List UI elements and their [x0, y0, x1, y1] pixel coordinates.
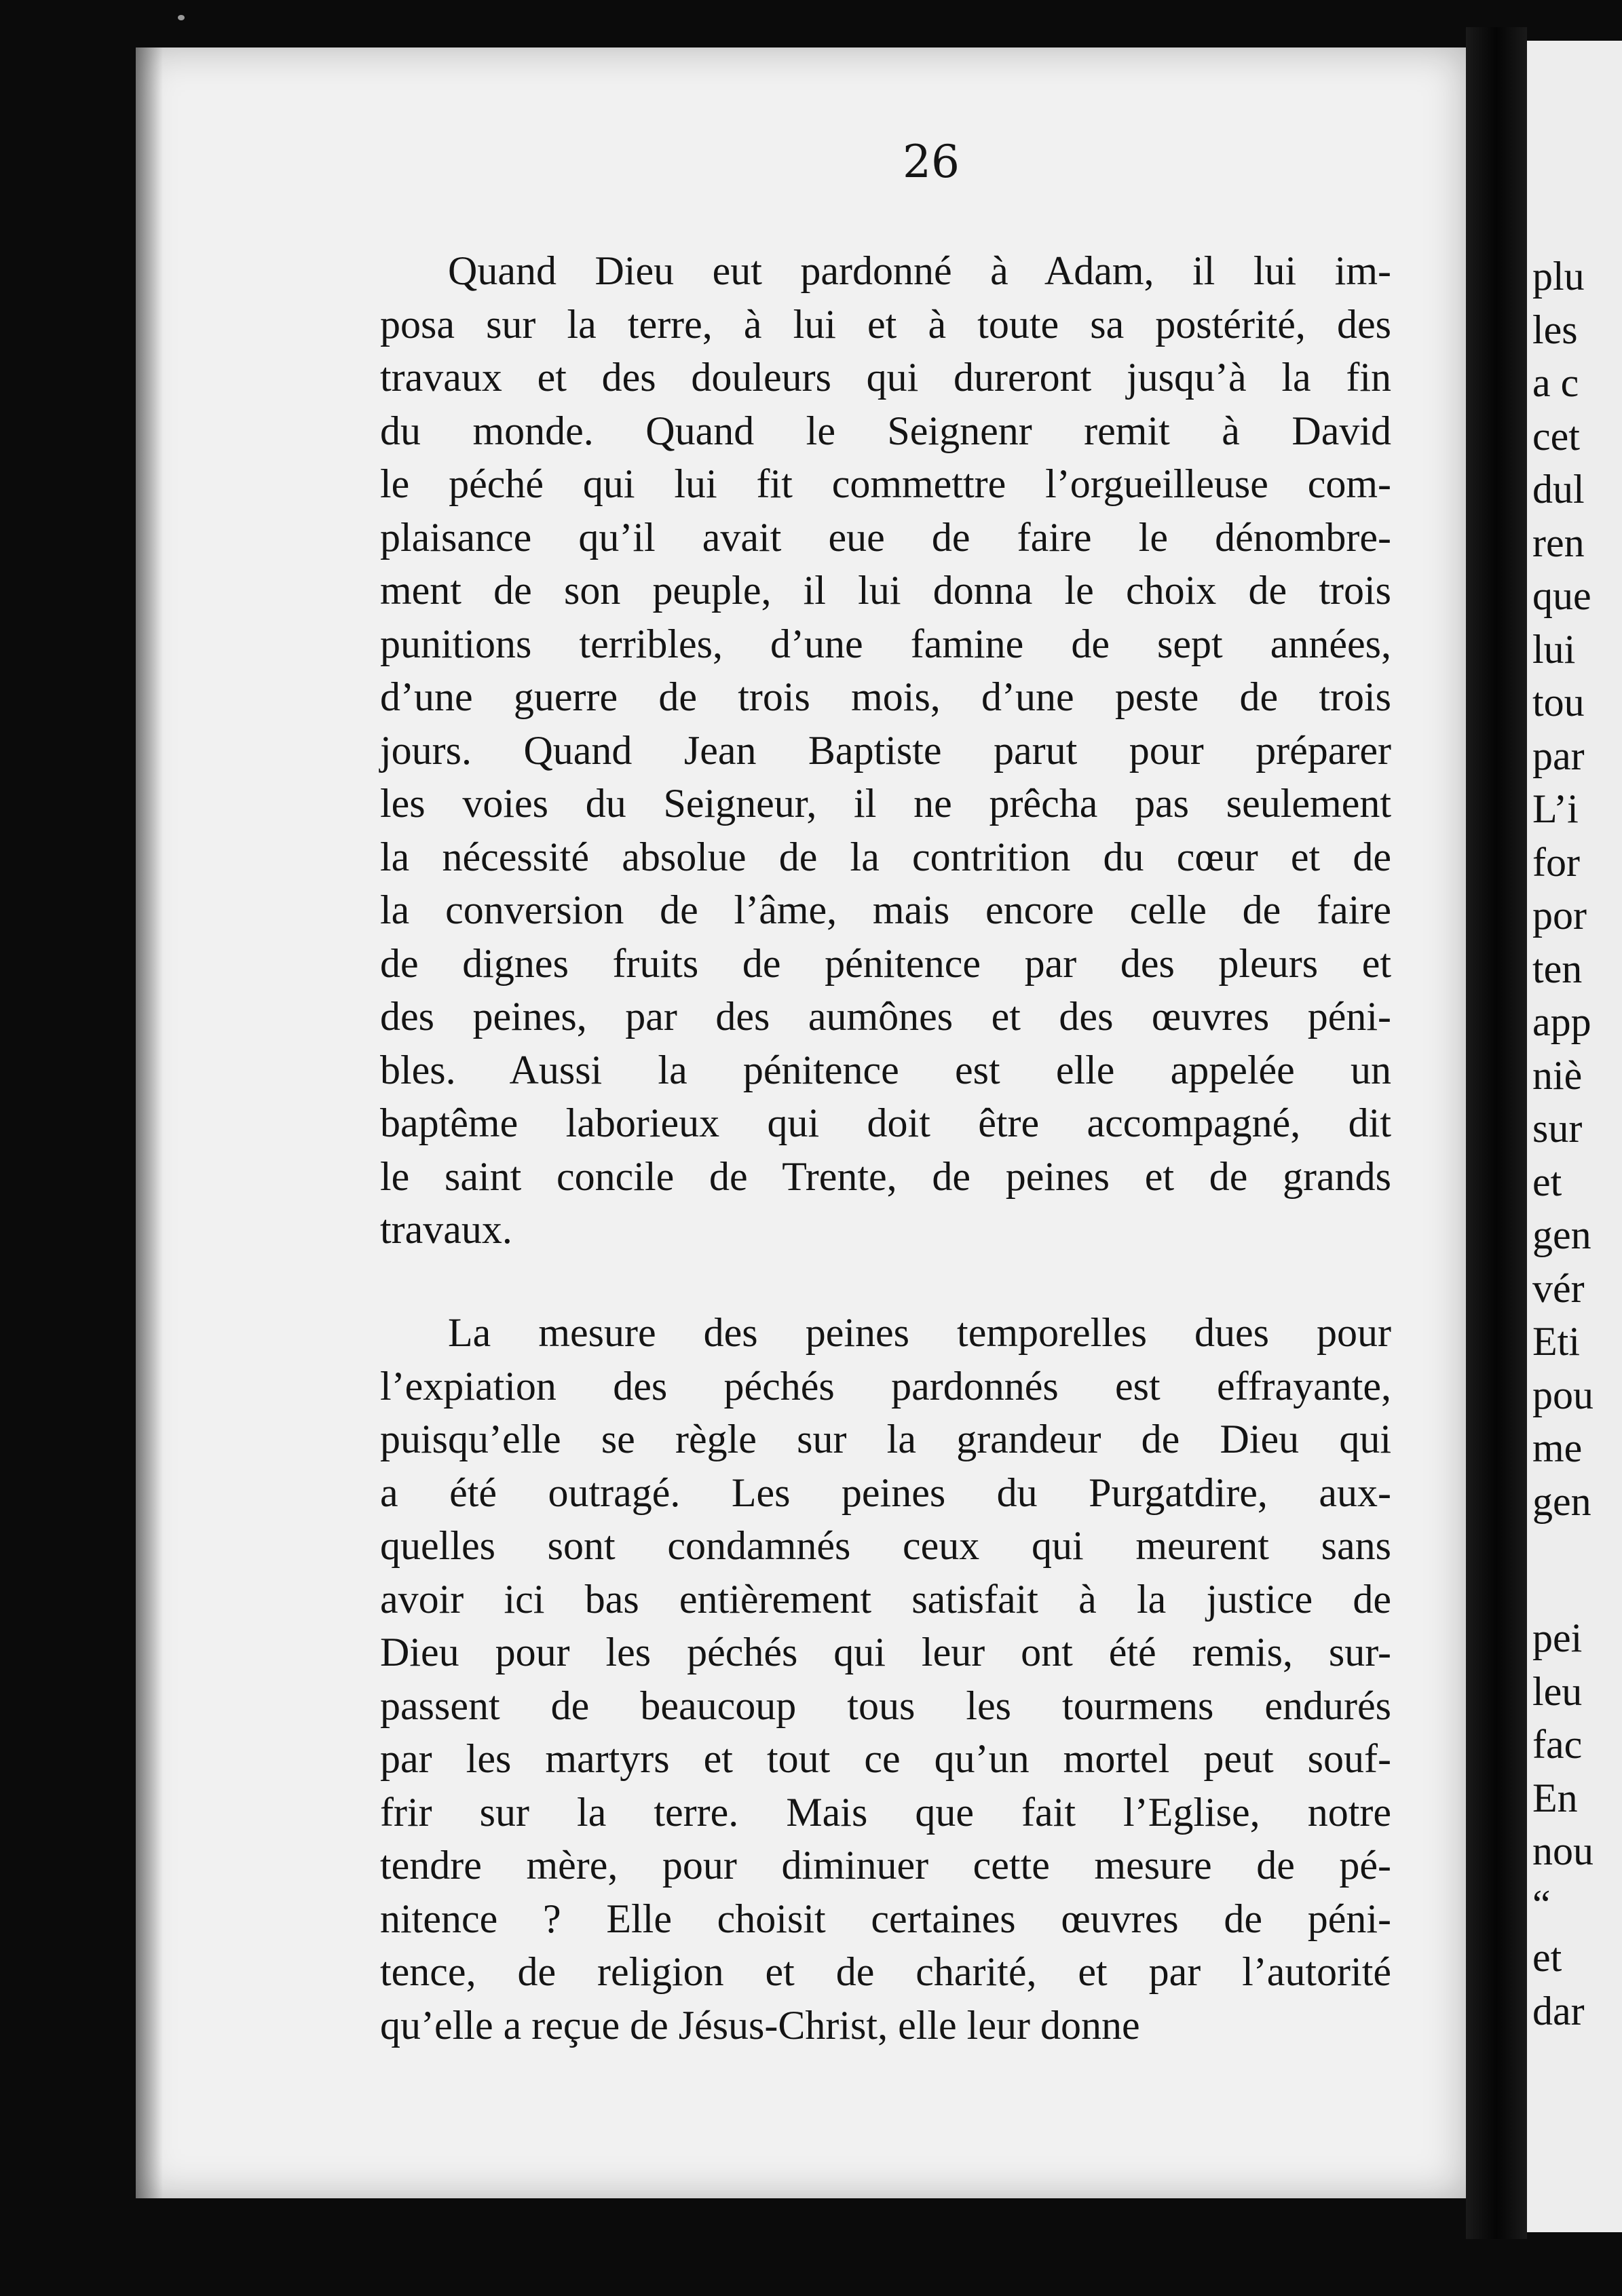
text-line: la conversion de l’âme, mais encore celle de faire — [380, 887, 1391, 932]
facing-page-fragment: tou — [1532, 680, 1585, 725]
facing-page-fragment: L’i — [1532, 786, 1579, 831]
facing-page-fragment: por — [1532, 893, 1587, 938]
facing-page-fragment: fac — [1532, 1722, 1583, 1767]
text-line: qu’elle a reçue de Jésus-Christ, elle leur donne — [380, 2002, 1140, 2048]
paragraph-1 — [380, 244, 1391, 1257]
text-line: d’une guerre de trois mois, d’une peste de trois — [380, 674, 1391, 719]
facing-page-fragment: plu — [1532, 254, 1585, 299]
text-line: travaux. — [380, 1207, 512, 1252]
text-line: la nécessité absolue de la contrition du cœur et de — [380, 834, 1391, 879]
facing-page-fragment: a c — [1532, 360, 1579, 405]
text-line: Quand Dieu eut pardonné à Adam, il lui im- — [448, 248, 1391, 293]
text-line: travaux et des douleurs qui dureront jusqu’à la fin — [380, 355, 1391, 400]
text-line: le saint concile de Trente, de peines et de grands — [380, 1153, 1391, 1199]
facing-page-fragment: me — [1532, 1426, 1583, 1470]
facing-page-fragment: pei — [1532, 1615, 1583, 1660]
text-line: ment de son peuple, il lui donna le choix de trois — [380, 568, 1391, 613]
text-line: baptême laborieux qui doit être accompagné, dit — [380, 1101, 1391, 1145]
page-number: 26 — [903, 136, 960, 188]
text-line: puisqu’elle se règle sur la grandeur de Dieu qui — [380, 1417, 1391, 1461]
facing-page-fragment: nou — [1532, 1829, 1593, 1873]
text-line: de dignes fruits de pénitence par des pleurs et — [380, 940, 1391, 986]
facing-page-fragment: En — [1532, 1775, 1578, 1820]
text-line: plaisance qu’il avait eue de faire le dénombre- — [380, 514, 1391, 560]
facing-page-fragment: dul — [1532, 467, 1585, 512]
text-line: du monde. Quand le Seignenr remit à David — [380, 408, 1391, 453]
text-line: par les martyrs et tout ce qu’un mortel peut souf- — [380, 1736, 1391, 1781]
text-line: frir sur la terre. Mais que fait l’Eglise, notre — [380, 1789, 1391, 1835]
text-line: a été outragé. Les peines du Purgatdire, aux- — [380, 1470, 1391, 1515]
scan-dust-speck — [178, 15, 185, 20]
facing-page-fragment: ren — [1532, 520, 1585, 565]
book-gutter — [1466, 27, 1527, 2239]
text-line: des peines, par des aumônes et des œuvres péni- — [380, 994, 1391, 1039]
text-line: Dieu pour les péchés qui leur ont été remis, sur- — [380, 1630, 1391, 1675]
text-line: posa sur la terre, à lui et à toute sa postérité, des — [380, 301, 1391, 347]
facing-page-fragment: les — [1532, 307, 1578, 352]
text-line: jours. Quand Jean Baptiste parut pour préparer — [380, 727, 1391, 773]
facing-page-fragment: pou — [1532, 1372, 1593, 1417]
text-line: nitence ? Elle choisit certaines œuvres de péni- — [380, 1896, 1391, 1941]
facing-page-fragment: vér — [1532, 1265, 1585, 1311]
facing-page-fragment: ten — [1532, 946, 1583, 991]
facing-page-fragment: sur — [1532, 1106, 1583, 1151]
facing-page-fragment: niè — [1532, 1052, 1583, 1098]
text-line: l’expiation des péchés pardonnés est effrayante, — [380, 1363, 1391, 1409]
text-line: le péché qui lui fit commettre l’orgueilleuse com- — [380, 461, 1391, 506]
facing-page-fragment: for — [1532, 839, 1580, 885]
facing-page-fragment: par — [1532, 733, 1585, 778]
facing-page-fragment: et — [1532, 1935, 1562, 1980]
facing-page-fragment: cet — [1532, 413, 1580, 459]
facing-page-fragment: et — [1532, 1159, 1562, 1204]
facing-page-text-fragments-1 — [1532, 250, 1593, 1528]
text-line: tendre mère, pour diminuer cette mesure de pé- — [380, 1843, 1391, 1888]
facing-page-fragment: gen — [1532, 1212, 1591, 1257]
facing-page-fragment: lui — [1532, 626, 1576, 672]
paragraph-2 — [380, 1306, 1391, 2052]
text-line: passent de beaucoup tous les tourmens endurés — [380, 1683, 1391, 1728]
text-line: bles. Aussi la pénitence est elle appelée un — [380, 1047, 1391, 1092]
facing-page-fragment: dar — [1532, 1988, 1585, 2033]
facing-page-fragment: leu — [1532, 1668, 1583, 1714]
facing-page-fragment: app — [1532, 999, 1591, 1044]
facing-page-text-fragments-2 — [1532, 1611, 1593, 2037]
facing-page-fragment: Eti — [1532, 1319, 1580, 1364]
text-line: avoir ici bas entièrement satisfait à la justice de — [380, 1576, 1391, 1622]
text-line: les voies du Seigneur, il ne prêcha pas seulement — [380, 781, 1391, 826]
facing-page-fragment: “ — [1532, 1881, 1551, 1927]
text-line: La mesure des peines temporelles dues pour — [448, 1310, 1391, 1355]
text-line: quelles sont condamnés ceux qui meurent sans — [380, 1523, 1391, 1568]
facing-page-fragment: que — [1532, 573, 1591, 618]
text-line: punitions terribles, d’une famine de sept années, — [380, 621, 1391, 666]
facing-page-fragment: gen — [1532, 1478, 1591, 1524]
text-line: tence, de religion et de charité, et par l’autorité — [380, 1949, 1391, 1994]
page-edge-shadow — [136, 47, 163, 2198]
